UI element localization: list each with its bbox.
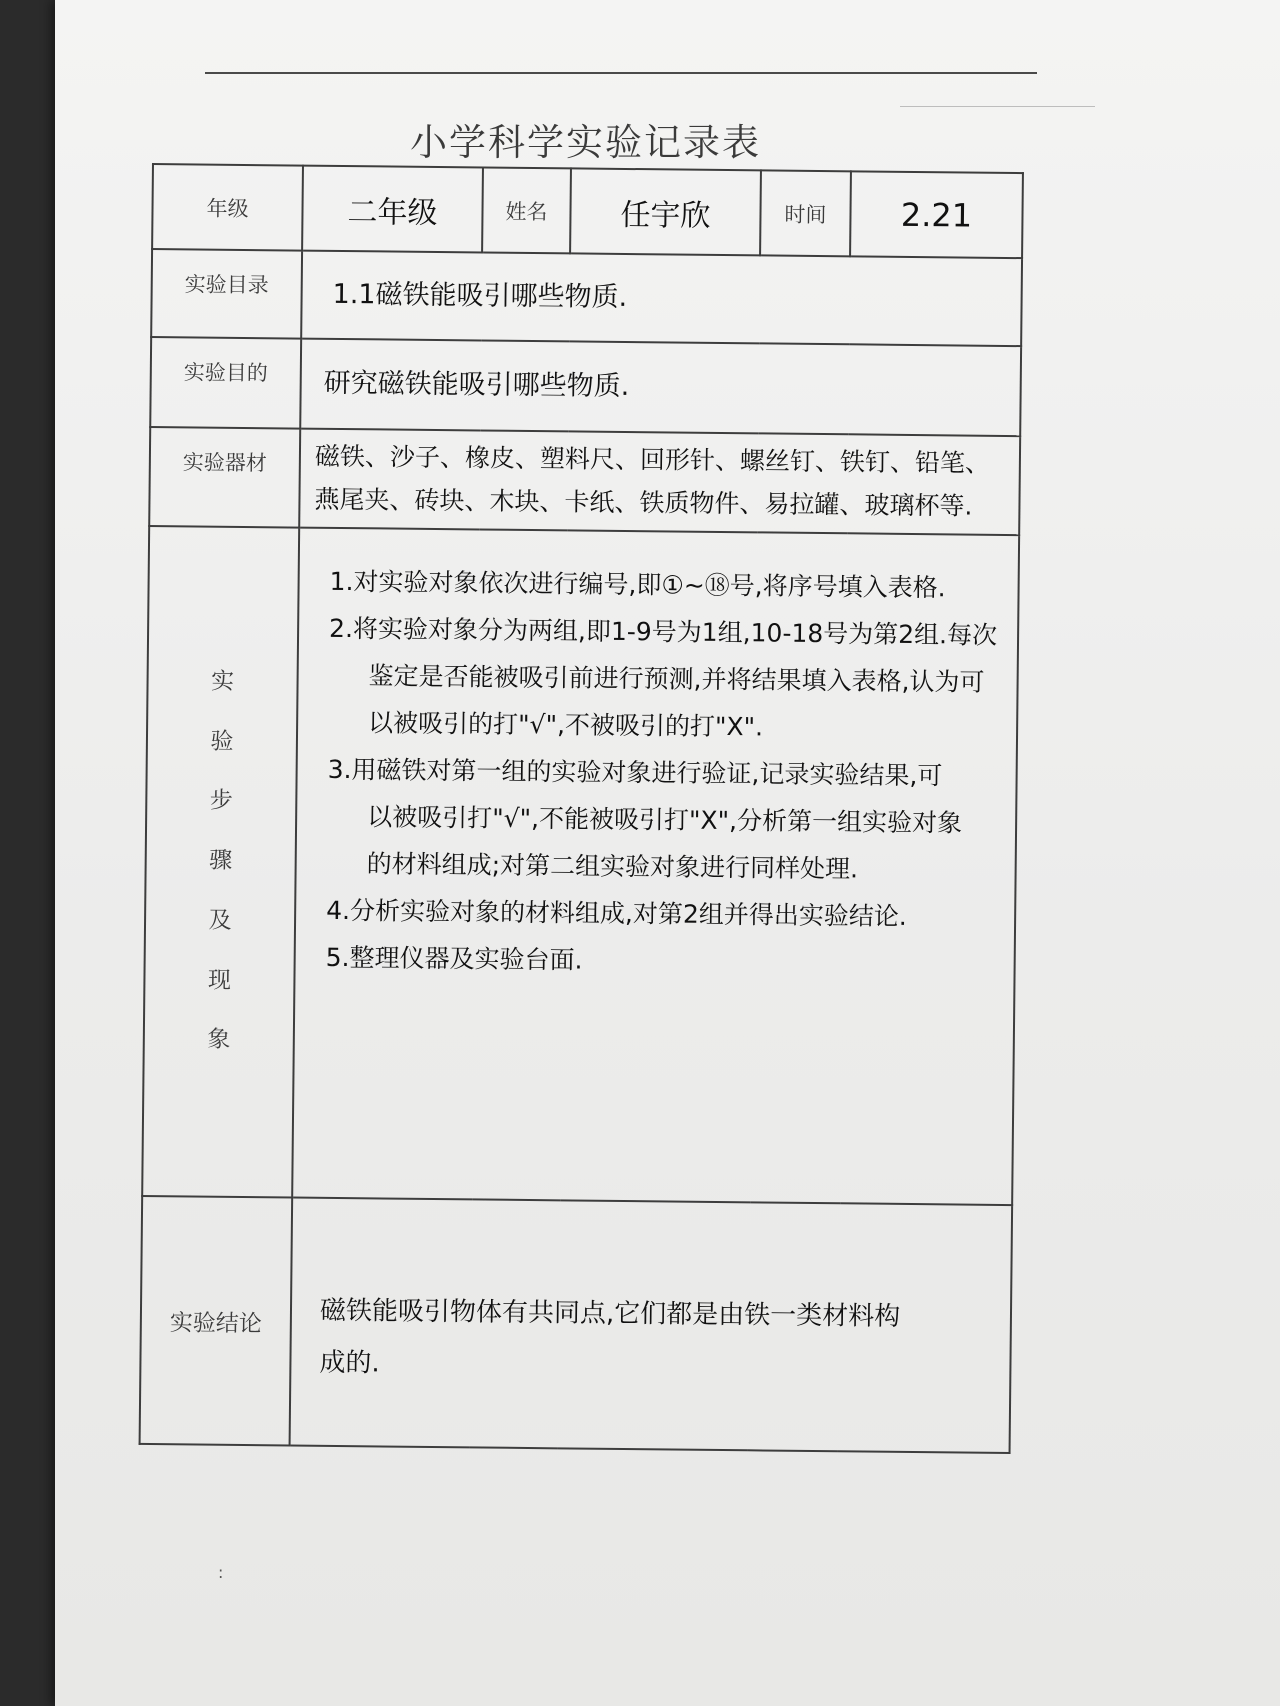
steps-row — [142, 526, 1019, 1205]
steps-label-cell — [142, 526, 299, 1198]
catalog-value: 1.1磁铁能吸引哪些物质. — [301, 251, 1022, 347]
corner-mark: : — [218, 1563, 224, 1582]
step-line: 2.将实验对象分为两组,即1-9号为1组,10-18号为第2组.每次 — [328, 613, 998, 650]
name-label: 姓名 — [482, 167, 571, 253]
conclusion-line: 成的. — [319, 1347, 380, 1379]
grade-value: 二年级 — [302, 166, 483, 253]
conclusion-row — [140, 1196, 1013, 1453]
page-title: 小学科学实验记录表 — [410, 121, 761, 164]
steps-label — [203, 652, 237, 1071]
steps-label-char: 实 — [210, 668, 235, 695]
top-rule — [205, 72, 1037, 74]
steps-label-char: 骤 — [209, 847, 233, 874]
equipment-value — [299, 429, 1020, 536]
steps-label-char: 象 — [207, 1027, 231, 1054]
purpose-label: 实验目的 — [150, 337, 301, 429]
catalog-row — [151, 249, 1022, 346]
conclusion-line: 磁铁能吸引物体有共同点,它们都是由铁一类材料构 — [319, 1295, 901, 1332]
steps-label-char: 现 — [207, 967, 232, 994]
steps-label-char: 步 — [209, 787, 233, 815]
step-line: 3.用磁铁对第一组的实验对象进行验证,记录实验结果,可 — [327, 754, 943, 791]
equipment-line: 磁铁、沙子、橡皮、塑料尺、回形针、螺丝钉、铁钉、铅笔、 — [314, 441, 991, 478]
time-value: 2.21 — [850, 171, 1023, 258]
step-line: 鉴定是否能被吸引前进行预测,并将结果填入表格,认为可 — [368, 661, 985, 697]
header-row — [152, 164, 1023, 258]
purpose-row — [150, 337, 1021, 436]
equipment-label: 实验器材 — [149, 427, 300, 528]
purpose-value: 研究磁铁能吸引哪些物质. — [300, 339, 1021, 437]
name-value: 任宇欣 — [570, 168, 761, 255]
steps-label-char: 及 — [208, 907, 232, 934]
steps-content — [292, 528, 1019, 1206]
step-line: 以被吸引的打"√",不被吸引的打"X". — [367, 708, 764, 742]
steps-label-char: 验 — [210, 728, 234, 755]
step-line: 5.整理仪器及实验台面. — [325, 942, 583, 975]
step-line: 的材料组成;对第二组实验对象进行同样处理. — [366, 849, 859, 884]
conclusion-value — [290, 1198, 1013, 1454]
equipment-row — [149, 427, 1020, 535]
conclusion-label: 实验结论 — [140, 1196, 293, 1446]
catalog-label: 实验目录 — [151, 249, 302, 339]
record-table — [139, 163, 1024, 1454]
step-line: 以被吸引打"√",不能被吸引打"X",分析第一组实验对象 — [367, 802, 963, 838]
equipment-line: 燕尾夹、砖块、木块、卡纸、铁质物件、易拉罐、玻璃杯等. — [314, 484, 973, 521]
time-label: 时间 — [760, 170, 851, 256]
step-line: 1.对实验对象依次进行编号,即①~⑱号,将序号填入表格. — [329, 566, 946, 603]
step-line: 4.分析实验对象的材料组成,对第2组并得出实验结论. — [326, 895, 907, 931]
grade-label: 年级 — [152, 164, 303, 251]
top-rule-secondary — [900, 106, 1095, 107]
